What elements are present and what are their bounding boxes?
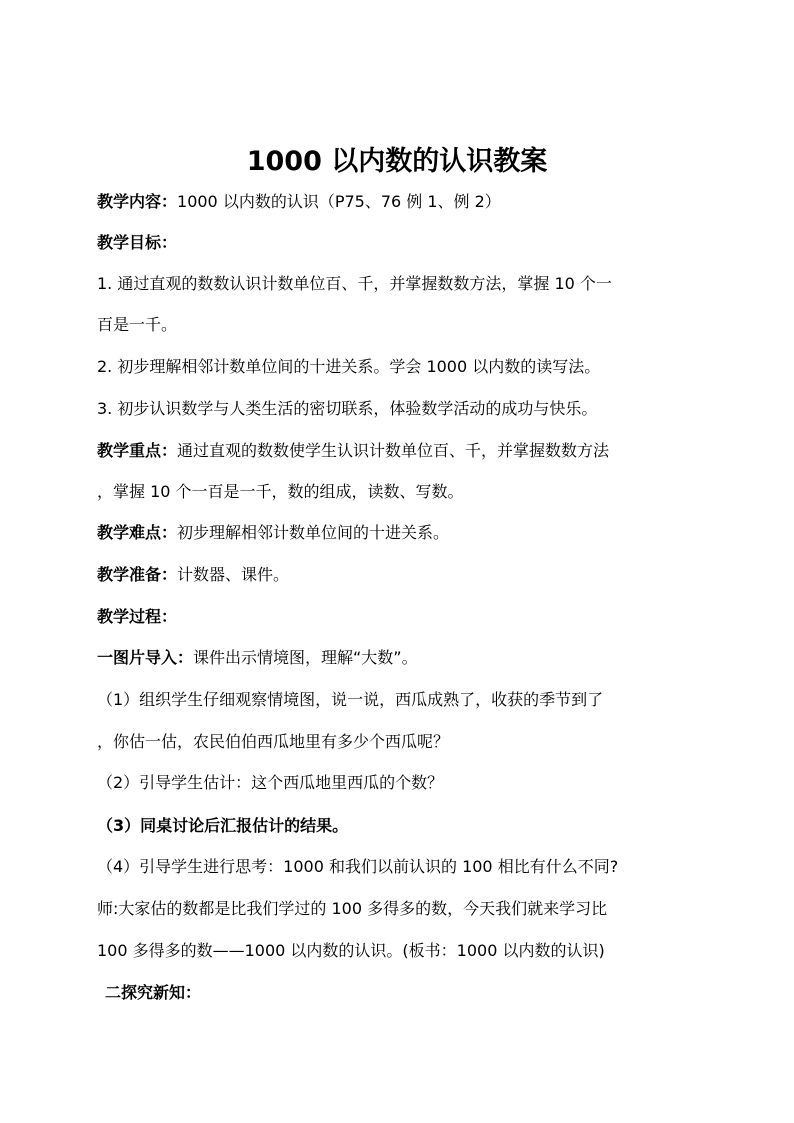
step-3: （3）同桌讨论后汇报估计的结果。 — [97, 816, 349, 835]
difficulty-label: 教学难点： — [97, 523, 178, 542]
section-1-text: 课件出示情境图，理解“大数”。 — [193, 648, 418, 667]
teaching-content-label: 教学内容： — [97, 192, 178, 211]
key-points-label: 教学重点： — [97, 441, 178, 460]
teaching-process-label: 教学过程： — [97, 607, 178, 626]
step-1-line-2: ，你估一估，农民伯伯西瓜地里有多少个西瓜呢？ — [97, 732, 450, 751]
step-2: （2）引导学生估计：这个西瓜地里西瓜的个数？ — [97, 773, 444, 792]
objective-1-line-2: 百是一千。 — [97, 315, 178, 334]
teaching-content-text: 1000 以内数的认识（P75、76 例 1、例 2） — [177, 192, 501, 211]
objective-2: 2. 初步理解相邻计数单位间的十进关系。学会 1000 以内数的读写法。 — [97, 357, 601, 376]
document-title: 1000 以内数的认识教案 — [246, 146, 548, 177]
difficulty-line — [97, 522, 707, 544]
key-points-line-2: ，掌握 10 个一百是一千，数的组成，读数、写数。 — [97, 482, 464, 501]
teaching-objectives-label: 教学目标： — [97, 233, 178, 252]
preparation-text: 计数器、课件。 — [177, 565, 290, 584]
teacher-line-2: 100 多得多的数——1000 以内数的认识。(板书：1000 以内数的认识) — [97, 941, 605, 960]
objective-1-line-1: 1. 通过直观的数数认识计数单位百、千，并掌握数数方法，掌握 10 个一 — [97, 274, 612, 293]
difficulty-text: 初步理解相邻计数单位间的十进关系。 — [177, 523, 450, 542]
preparation-label: 教学准备： — [97, 565, 178, 584]
step-4: （4）引导学生进行思考：1000 和我们以前认识的 100 相比有什么不同? — [97, 857, 619, 876]
key-points-text: 通过直观的数数使学生认识计数单位百、千，并掌握数数方法 — [177, 441, 610, 460]
teacher-line-1: 师:大家估的数都是比我们学过的 100 多得多的数，今天我们就来学习比 — [97, 899, 608, 918]
preparation-line — [97, 564, 707, 586]
section-2-label: 二探究新知： — [105, 983, 202, 1002]
section-1-label: 一图片导入： — [97, 648, 194, 667]
section-1-line — [97, 647, 707, 669]
objective-3: 3. 初步认识数学与人类生活的密切联系，体验数学活动的成功与快乐。 — [97, 399, 598, 418]
step-1-line-1: （1）组织学生仔细观察情境图，说一说，西瓜成熟了，收获的季节到了 — [97, 690, 604, 709]
key-points-line-1 — [97, 440, 707, 462]
teaching-content-line — [97, 191, 707, 213]
